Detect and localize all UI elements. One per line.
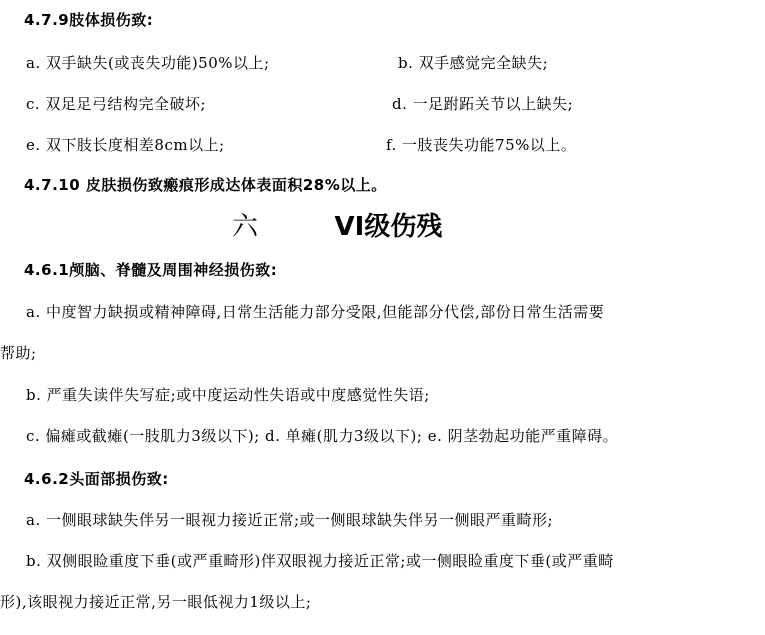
item-4-6-1-a-line1: a. 中度智力缺损或精神障碍,日常生活能力部分受限,但能部分代偿,部份日常生活需要	[26, 303, 605, 321]
item-4-6-1-b: b. 严重失读伴失写症;或中度运动性失语或中度感觉性失语;	[26, 386, 430, 404]
item-4-7-9-d: d. 一足跗跖关节以上缺失;	[392, 95, 574, 113]
item-4-7-9-c: c. 双足足弓结构完全破坏;	[26, 95, 206, 113]
grade-heading	[232, 211, 442, 243]
item-4-7-9-e: e. 双下肢长度相差8cm以上;	[26, 136, 225, 154]
item-4-7-9-b: b. 双手感觉完全缺失;	[398, 54, 549, 72]
section-heading-4-6-1: 4.6.1颅脑、脊髓及周围神经损伤致:	[24, 261, 278, 279]
item-4-6-2-a: a. 一侧眼球缺失伴另一眼视力接近正常;或一侧眼球缺失伴另一侧眼严重畸形;	[26, 511, 554, 529]
item-4-6-2-b-line1: b. 双侧眼睑重度下垂(或严重畸形)伴双眼视力接近正常;或一侧眼睑重度下垂(或严重畸	[26, 552, 614, 570]
item-4-7-9-f: f. 一肢丧失功能75%以上。	[386, 136, 577, 154]
section-heading-4-7-10: 4.7.10 皮肤损伤致瘢痕形成达体表面积28%以上。	[24, 176, 387, 194]
grade-heading-title: VI级伤残	[334, 212, 443, 242]
section-heading-4-7-9: 4.7.9肢体损伤致:	[24, 11, 154, 29]
item-4-6-1-a-line2: 帮助;	[0, 344, 37, 362]
item-4-6-2-b-line2: 形),该眼视力接近正常,另一眼低视力1级以上;	[0, 593, 312, 611]
item-4-6-1-c: c. 偏瘫或截瘫(一肢肌力3级以下); d. 单瘫(肌力3级以下); e. 阴茎勃起功能严重障碍。	[26, 427, 619, 445]
section-heading-4-6-2: 4.6.2头面部损伤致:	[24, 470, 169, 488]
item-4-7-9-a: a. 双手缺失(或丧失功能)50%以上;	[26, 54, 270, 72]
grade-heading-number: 六	[232, 212, 259, 242]
